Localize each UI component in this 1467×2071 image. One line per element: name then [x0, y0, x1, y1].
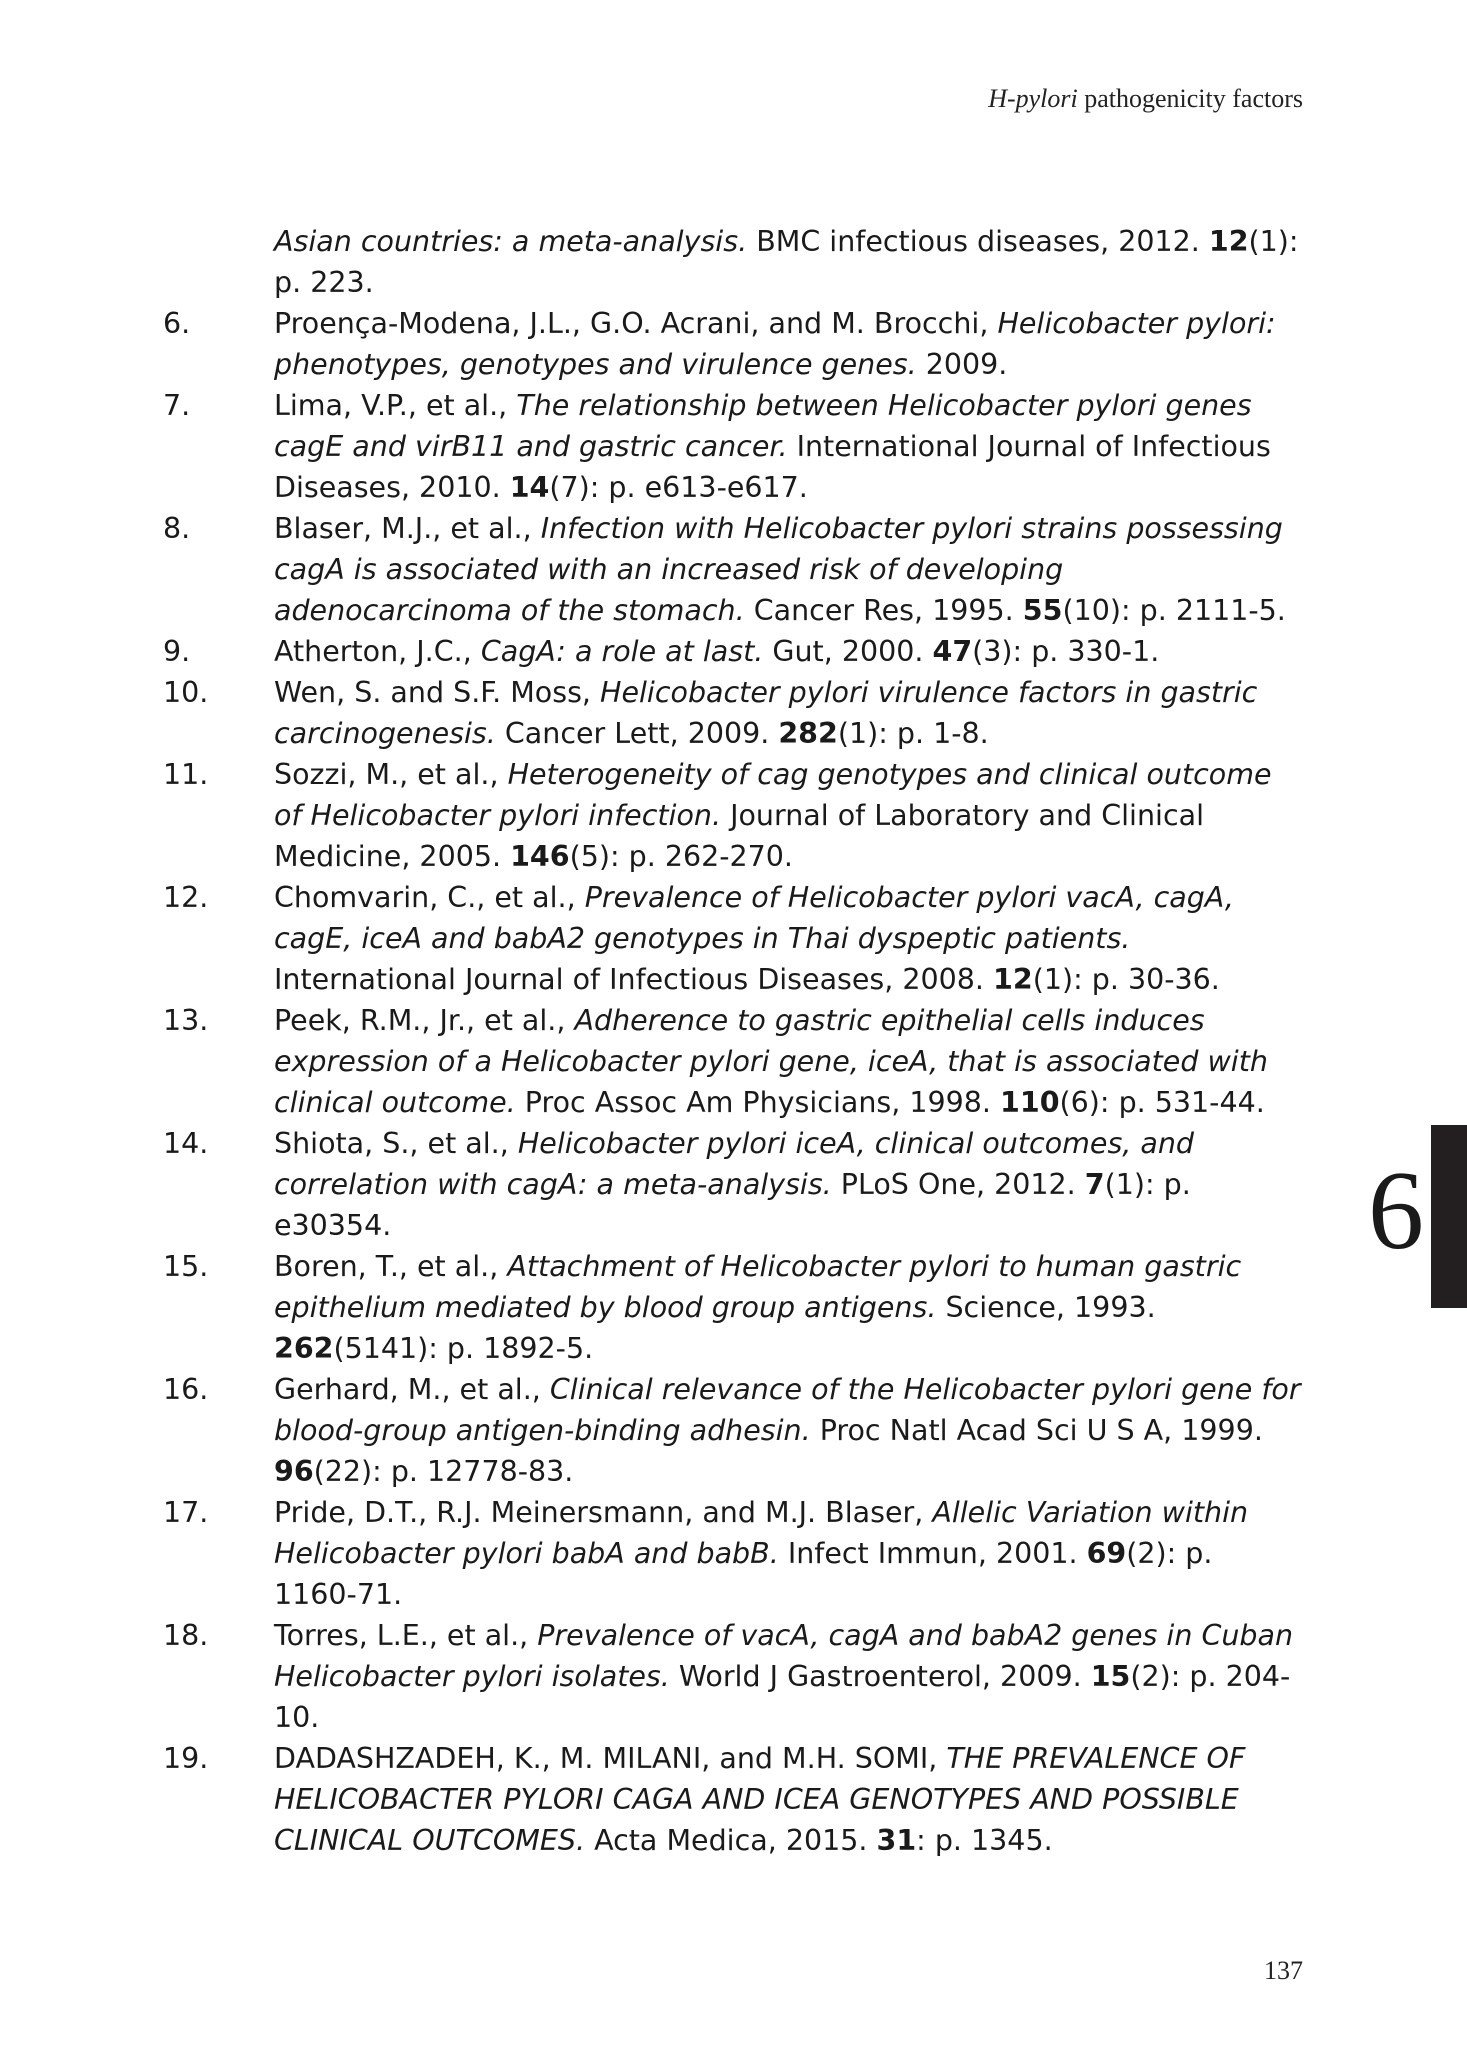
reference-title: Prevalence of Helicobacter pylori vacA, cagA, cagE, iceA and babA2 genotypes in Thai dyspeptic patients.: [274, 881, 1234, 955]
reference-segment: (1): p. 223.: [274, 225, 1299, 299]
reference-title: Infection with Helicobacter pylori strains possessing cagA is associated with an increased risk of developing adenocarcinoma of the stomach.: [274, 512, 1283, 627]
reference-text: [274, 1246, 1303, 1369]
reference-segment: Proença-Modena, J.L., G.O. Acrani, and M. Brocchi,: [274, 307, 998, 340]
reference-title: Heterogeneity of cag genotypes and clinical outcome of Helicobacter pylori infection.: [274, 758, 1272, 832]
reference-title: Prevalence of vacA, cagA and babA2 genes in Cuban Helicobacter pylori isolates.: [274, 1619, 1294, 1693]
reference-number: [163, 221, 274, 303]
reference-text: [274, 1123, 1303, 1246]
reference-item: [163, 1246, 1303, 1369]
reference-number: 11.: [163, 758, 209, 791]
reference-segment: : p. 1345.: [916, 1824, 1053, 1857]
reference-volume: 96: [274, 1455, 314, 1488]
reference-item: [163, 1615, 1303, 1738]
reference-title: Helicobacter pylori: phenotypes, genotypes and virulence genes.: [274, 307, 1276, 381]
reference-volume: 69: [1086, 1537, 1127, 1570]
reference-segment: International Journal of Infectious Diseases, 2010.: [274, 430, 1271, 504]
reference-volume: 110: [1000, 1086, 1060, 1119]
reference-text: [274, 631, 1303, 672]
reference-segment: Acta Medica, 2015.: [585, 1824, 877, 1857]
reference-item: [163, 1738, 1303, 1861]
reference-text: [274, 303, 1303, 385]
reference-number: 9.: [163, 635, 191, 668]
reference-segment: (7): p. e613-e617.: [549, 471, 808, 504]
reference-volume: 47: [932, 635, 973, 668]
reference-item: [163, 385, 1303, 508]
reference-segment: Blaser, M.J., et al.,: [274, 512, 541, 545]
reference-text: [274, 1369, 1303, 1492]
chapter-tab: [1431, 1125, 1467, 1308]
reference-number: 12.: [163, 881, 209, 914]
reference-text: [274, 1000, 1303, 1123]
reference-segment: Science, 1993.: [936, 1291, 1156, 1324]
reference-item: [163, 508, 1303, 631]
reference-segment: Gerhard, M., et al.,: [274, 1373, 550, 1406]
running-head-rest: pathogenicity factors: [1077, 84, 1303, 113]
reference-number: 16.: [163, 1373, 209, 1406]
reference-segment: (2): p. 1160-71.: [274, 1537, 1213, 1611]
reference-item: [163, 1123, 1303, 1246]
reference-segment: (1): p. 30-36.: [1032, 963, 1220, 996]
running-head: [988, 84, 1303, 114]
reference-segment: Cancer Res, 1995.: [744, 594, 1023, 627]
reference-segment: Shiota, S., et al.,: [274, 1127, 518, 1160]
reference-segment: Boren, T., et al.,: [274, 1250, 508, 1283]
reference-text: [274, 508, 1303, 631]
reference-segment: (3): p. 330-1.: [972, 635, 1160, 668]
reference-segment: DADASHZADEH, K., M. MILANI, and M.H. SOMI,: [274, 1742, 947, 1775]
reference-segment: Proc Natl Acad Sci U S A, 1999.: [810, 1414, 1263, 1447]
reference-segment: (2): p. 204-10.: [274, 1660, 1291, 1734]
reference-text: [274, 1492, 1303, 1615]
reference-number: 10.: [163, 676, 209, 709]
chapter-number: 6: [1368, 1149, 1424, 1273]
reference-segment: Chomvarin, C., et al.,: [274, 881, 585, 914]
reference-number: 14.: [163, 1127, 209, 1160]
reference-segment: (10): p. 2111-5.: [1062, 594, 1286, 627]
reference-number: 7.: [163, 389, 191, 422]
reference-text: [274, 754, 1303, 877]
reference-segment: Journal of Laboratory and Clinical Medicine, 2005.: [274, 799, 1205, 873]
reference-volume: 31: [876, 1824, 917, 1857]
reference-title: Allelic Variation within Helicobacter pylori babA and babB.: [274, 1496, 1249, 1570]
reference-item: [163, 303, 1303, 385]
reference-segment: PLoS One, 2012.: [831, 1168, 1085, 1201]
reference-number: 19.: [163, 1742, 209, 1775]
reference-segment: International Journal of Infectious Diseases, 2008.: [274, 963, 994, 996]
reference-text: [274, 672, 1303, 754]
reference-volume: 282: [778, 717, 838, 750]
reference-segment: Torres, L.E., et al.,: [274, 1619, 538, 1652]
reference-segment: 2009.: [916, 348, 1008, 381]
running-head-italic: H-pylori: [988, 84, 1078, 113]
reference-segment: (5141): p. 1892-5.: [333, 1332, 594, 1365]
reference-segment: Lima, V.P., et al.,: [274, 389, 517, 422]
reference-item: [163, 1492, 1303, 1615]
reference-item: [163, 1369, 1303, 1492]
reference-volume: 7: [1084, 1168, 1105, 1201]
reference-volume: 15: [1090, 1660, 1131, 1693]
reference-text: [274, 221, 1303, 303]
reference-title: THE PREVALENCE OF HELICOBACTER PYLORI CAGA AND ICEA GENOTYPES AND POSSIBLE CLINICAL OUTCOMES.: [274, 1742, 1246, 1857]
reference-text: [274, 385, 1303, 508]
reference-segment: Infect Immun, 2001.: [778, 1537, 1087, 1570]
reference-number: 15.: [163, 1250, 209, 1283]
reference-item: [163, 754, 1303, 877]
reference-segment: (5): p. 262-270.: [569, 840, 793, 873]
reference-volume: 14: [509, 471, 550, 504]
reference-segment: BMC infectious diseases, 2012.: [747, 225, 1209, 258]
reference-text: [274, 877, 1303, 1000]
reference-segment: World J Gastroenterol, 2009.: [669, 1660, 1091, 1693]
reference-segment: (6): p. 531-44.: [1059, 1086, 1265, 1119]
reference-item: [163, 1000, 1303, 1123]
reference-item: [163, 877, 1303, 1000]
reference-text: [274, 1615, 1303, 1738]
reference-number: 6.: [163, 307, 191, 340]
reference-segment: (1): p. 1-8.: [837, 717, 989, 750]
reference-segment: Sozzi, M., et al.,: [274, 758, 508, 791]
reference-text: [274, 1738, 1303, 1861]
reference-segment: Gut, 2000.: [763, 635, 933, 668]
reference-segment: Proc Assoc Am Physicians, 1998.: [515, 1086, 1001, 1119]
reference-title: Clinical relevance of the Helicobacter pylori gene for blood-group antigen-binding adhesin.: [274, 1373, 1301, 1447]
reference-number: 17.: [163, 1496, 209, 1529]
reference-item: [163, 672, 1303, 754]
reference-number: 18.: [163, 1619, 209, 1652]
reference-volume: 55: [1022, 594, 1063, 627]
reference-item: [163, 631, 1303, 672]
reference-item: [163, 221, 1303, 303]
reference-title: Helicobacter pylori virulence factors in gastric carcinogenesis.: [274, 676, 1258, 750]
reference-number: 13.: [163, 1004, 209, 1037]
reference-title: CagA: a role at last.: [480, 635, 764, 668]
reference-list: [163, 221, 1303, 1861]
reference-title: Adherence to gastric epithelial cells induces expression of a Helicobacter pylori gene, iceA, that is associated with clinical outcome.: [274, 1004, 1268, 1119]
reference-volume: 12: [1208, 225, 1249, 258]
reference-segment: Cancer Lett, 2009.: [495, 717, 779, 750]
reference-title: Asian countries: a meta-analysis.: [274, 225, 748, 258]
page-number: 137: [1264, 1956, 1303, 1985]
reference-title: Attachment of Helicobacter pylori to human gastric epithelium mediated by blood group antigens.: [274, 1250, 1242, 1324]
reference-number: 8.: [163, 512, 191, 545]
reference-segment: Wen, S. and S.F. Moss,: [274, 676, 601, 709]
reference-segment: Atherton, J.C.,: [274, 635, 481, 668]
reference-volume: 262: [274, 1332, 334, 1365]
reference-segment: (22): p. 12778-83.: [313, 1455, 574, 1488]
reference-title: Helicobacter pylori iceA, clinical outcomes, and correlation with cagA: a meta-analysis.: [274, 1127, 1195, 1201]
reference-segment: Pride, D.T., R.J. Meinersmann, and M.J. Blaser,: [274, 1496, 933, 1529]
reference-segment: (1): p. e30354.: [274, 1168, 1191, 1242]
reference-title: The relationship between Helicobacter pylori genes cagE and virB11 and gastric cancer.: [274, 389, 1252, 463]
reference-volume: 12: [993, 963, 1033, 996]
reference-volume: 146: [510, 840, 570, 873]
reference-segment: Peek, R.M., Jr., et al.,: [274, 1004, 575, 1037]
